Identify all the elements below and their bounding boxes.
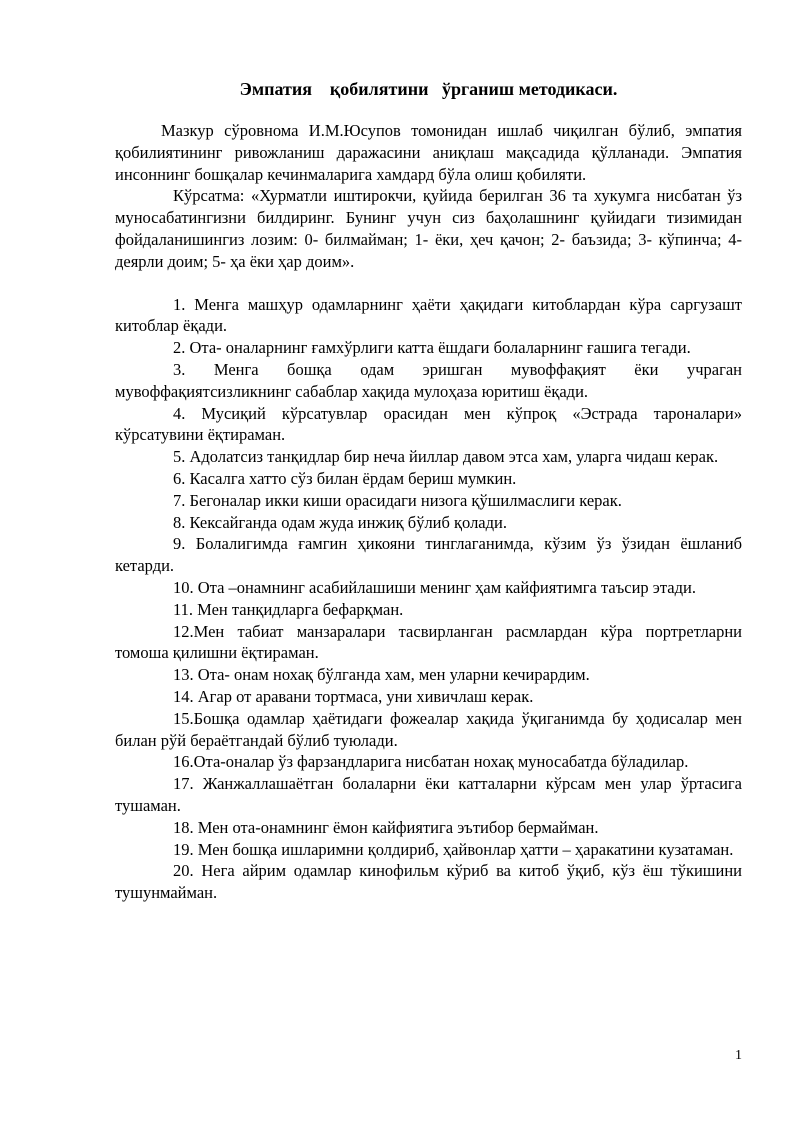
list-item: 3. Менга бошқа одам эришган мувоффақият ёки учраган мувоффақиятсизликнинг сабаблар хақида мулоҳаза юритиш ёқади. <box>115 359 742 401</box>
list-item: 11. Мен танқидларга бефарқман. <box>173 599 404 619</box>
list-item: 5. Адолатсиз танқидлар бир неча йиллар давом этса хам, уларга чидаш керак. <box>173 447 719 467</box>
list-item: 14. Агар от аравани тортмаса, уни хивичлаш керак. <box>173 686 534 706</box>
page-number: 1 <box>735 1048 742 1063</box>
list-item: 10. Ота –онамнинг асабийлашиши менинг ҳам кайфиятимга таъсир этади. <box>173 577 696 597</box>
statement-list <box>115 294 742 904</box>
list-item: 1. Менга машҳур одамларнинг ҳаёти ҳақидаги китоблардан кўра саргузашт китоблар ёқади. <box>115 294 742 336</box>
list-item: 12.Мен табиат манзаралари тасвирланган расмлардан кўра портретларни томоша қилишни ёқтираман. <box>115 621 742 663</box>
list-item: 13. Ота- онам нохақ бўлганда хам, мен уларни кечирардим. <box>173 665 590 685</box>
list-item: 7. Бегоналар икки киши орасидаги низога қўшилмаслиги керак. <box>173 490 622 510</box>
list-item: 9. Болалигимда ғамгин ҳикояни тинглаганимда, кўзим ўз ўзидан ёшланиб кетарди. <box>115 534 742 576</box>
list-item: 6. Касалга хатто сўз билан ёрдам бериш мумкин. <box>173 468 517 488</box>
list-item: 8. Кексайганда одам жуда инжиқ бўлиб қолади. <box>173 512 507 532</box>
list-item: 18. Мен ота-онамнинг ёмон кайфиятига эътибор бермайман. <box>173 817 599 837</box>
document-title: Эмпатия қобилятини ўрганиш методикаси. <box>239 79 618 99</box>
list-item: 16.Ота-оналар ўз фарзандларига нисбатан нохақ муносабатда бўладилар. <box>173 752 689 772</box>
list-item: 19. Мен бошқа ишларимни қолдириб, ҳайвонлар ҳатти – ҳаракатини кузатаман. <box>173 839 734 859</box>
list-item: 2. Ота- оналарнинг ғамхўрлиги катта ёшдаги болаларнинг ғашига тегади. <box>173 338 691 358</box>
paragraph-spacer <box>115 273 742 294</box>
list-item: 15.Бошқа одамлар ҳаётидаги фожеалар хақида ўқиганимда бу ҳодисалар мен билан рўй бераётгандай бўлиб туюлади. <box>115 708 742 750</box>
list-item: 17. Жанжаллашаётган болаларни ёки катталарни кўрсам мен улар ўртасига тушаман. <box>115 774 742 815</box>
list-item: 4. Мусиқий кўрсатувлар орасидан мен кўпроқ «Эстрада тароналари» кўрсатувини ёқтираман. <box>115 403 742 445</box>
instruction-paragraph: Кўрсатма: «Хурматли иштирокчи, қуйида берилган 36 та хукумга нисбатан ўз муносабатингизни билдиринг. Бунинг учун сиз баҳолашнинг қуйидаги тизимидан фойдаланишингиз лозим: 0- билмайман; 1- ёки, ҳеч қачон; 2- баъзида; 3- кўпинча; 4- деярли доим; 5- ҳа ёки ҳар доим». <box>115 186 742 271</box>
intro-paragraph: Мазкур сўровнома И.М.Юсупов томонидан ишлаб чиқилган бўлиб, эмпатия қобилиятининг ривожланиш даражасини аниқлаш мақсадида қўлланади. Эмпатия инсоннинг бошқалар кечинмаларига хамдард бўла олиш қобиляти. <box>115 121 742 184</box>
list-item: 20. Нега айрим одамлар кинофильм кўриб ва китоб ўқиб, кўз ёш тўкишини тушунмайман. <box>115 861 742 903</box>
